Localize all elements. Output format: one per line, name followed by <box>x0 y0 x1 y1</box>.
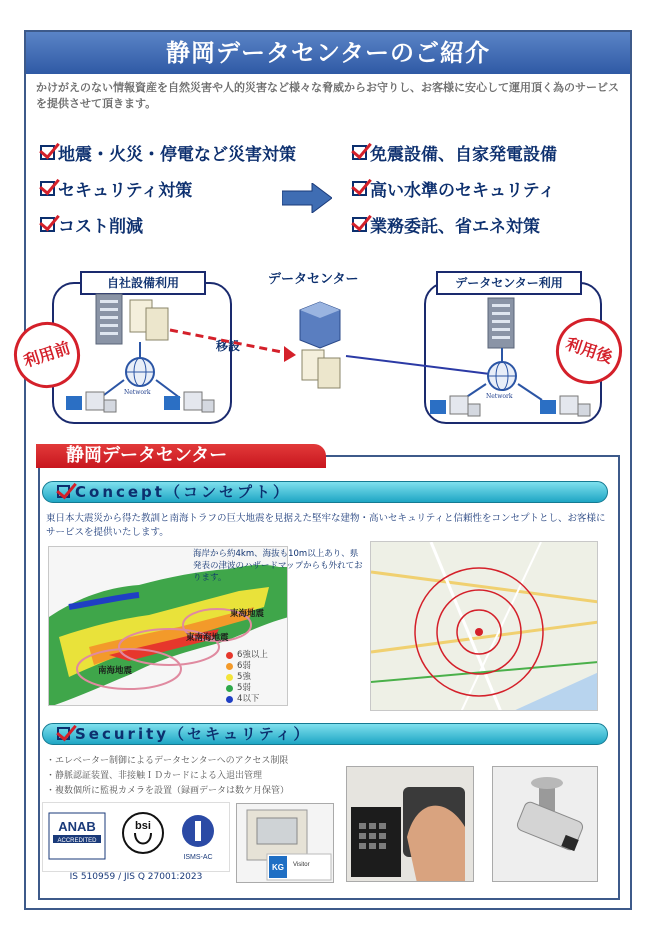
network-label-right: Network <box>486 393 513 400</box>
network-globe-icon <box>488 362 516 390</box>
legend-item: 4以下 <box>226 694 268 705</box>
after-stamp: 利用後 <box>547 309 630 392</box>
security-item: ・静脈認証装置、非接触ＩＤカードによる入退出管理 <box>46 771 263 781</box>
anab-logo-icon <box>49 813 105 859</box>
client-pc-icon <box>430 396 480 416</box>
intro-text: かけがえのない情報資産を自然災害や人的災害など様々な脅威からお守りし、お客様に安心して運用頂く為のサービスを提供させて頂きます。 <box>36 81 619 110</box>
check-after-1: 免震設備、自家発電設備 <box>352 140 557 165</box>
legend-dot-icon <box>226 652 233 659</box>
client-pc-icon <box>540 396 590 416</box>
check-before-2: セキュリティ対策 <box>40 176 192 201</box>
server-icon <box>302 350 340 388</box>
quake-label-tokai: 東海地震 <box>230 609 265 619</box>
id-card-photo <box>236 803 334 883</box>
network-label-left: Network <box>124 389 151 396</box>
legend-dot-icon <box>226 685 233 692</box>
anab-subtitle: ACCREDITED <box>57 838 97 844</box>
concept-text: 東日本大震災から得た教訓と南海トラフの巨大地震を見据えた堅牢な建物・高いセキュリティと信頼性をコンセプトとし、お客様にサービスを提供いたします。 <box>46 513 606 538</box>
concept-header: Concept（コンセプト） <box>42 481 608 503</box>
checkbox-icon <box>57 727 70 740</box>
legend-item: 5強 <box>226 672 268 683</box>
card-brand: KG <box>272 863 284 872</box>
security-list <box>46 754 289 799</box>
client-pc-icon <box>66 392 116 412</box>
page-title: 静岡データセンターのご紹介 <box>26 32 630 74</box>
network-diagram <box>0 260 659 440</box>
building-icon <box>96 294 122 344</box>
legend-item: 6強以上 <box>226 650 268 661</box>
legend-item: 5弱 <box>226 683 268 694</box>
checkbox-icon <box>352 217 367 232</box>
legend-dot-icon <box>226 696 233 703</box>
map-note: 海岸から約4km、海抜も10m以上あり、県発表の津波のハザードマップからも外れております。 <box>193 549 363 583</box>
legend-dot-icon <box>226 674 233 681</box>
before-stamp: 利用前 <box>5 313 88 396</box>
building-icon <box>488 298 514 348</box>
datacenter-building-icon <box>300 302 340 348</box>
isms-title: ISMS-AC <box>183 854 213 861</box>
section-tab-title: 静岡データセンター <box>36 444 326 468</box>
quake-label-nankai: 南海地震 <box>98 666 133 676</box>
vein-scanner-photo <box>346 766 474 882</box>
check-before-3: コスト削減 <box>40 212 143 237</box>
checkbox-icon <box>352 181 367 196</box>
right-arrow-icon <box>282 183 332 213</box>
check-after-3: 業務委託、省エネ対策 <box>352 212 540 237</box>
legend-item: 6弱 <box>226 661 268 672</box>
client-pc-icon <box>164 392 214 412</box>
quake-label-tonankai: 東南海地震 <box>186 633 229 643</box>
checkbox-icon <box>57 485 70 498</box>
location-map <box>370 541 598 711</box>
before-box-title: 自社設備利用 <box>80 271 206 295</box>
cert-code: IS 510959 / JIS Q 27001:2023 <box>69 872 203 882</box>
check-before-1: 地震・火災・停電など災害対策 <box>40 140 296 165</box>
move-label: 移設 <box>216 339 241 353</box>
checkbox-icon <box>40 181 55 196</box>
security-header: Security（セキュリティ） <box>42 723 608 745</box>
checkbox-icon <box>40 145 55 160</box>
map-legend <box>226 650 268 705</box>
anab-title: ANAB <box>58 819 96 834</box>
checkbox-icon <box>40 217 55 232</box>
datacenter-label: データセンター <box>268 272 359 287</box>
certification-logos <box>42 802 230 872</box>
isms-logo-icon <box>182 815 214 861</box>
checkbox-icon <box>352 145 367 160</box>
check-after-2: 高い水準のセキュリティ <box>352 176 555 201</box>
network-globe-icon <box>126 358 154 386</box>
legend-dot-icon <box>226 663 233 670</box>
security-item: ・複数個所に監視カメラを設置（録画データは数ケ月保管） <box>46 786 290 796</box>
bsi-title: bsi <box>135 820 151 832</box>
bsi-logo-icon <box>123 813 163 853</box>
after-box-title: データセンター利用 <box>436 271 582 295</box>
security-item: ・エレベーター制御によるデータセンターへのアクセス制限 <box>46 756 289 766</box>
card-text: Visitor <box>293 862 310 868</box>
server-icon <box>130 300 168 340</box>
camera-photo <box>492 766 598 882</box>
